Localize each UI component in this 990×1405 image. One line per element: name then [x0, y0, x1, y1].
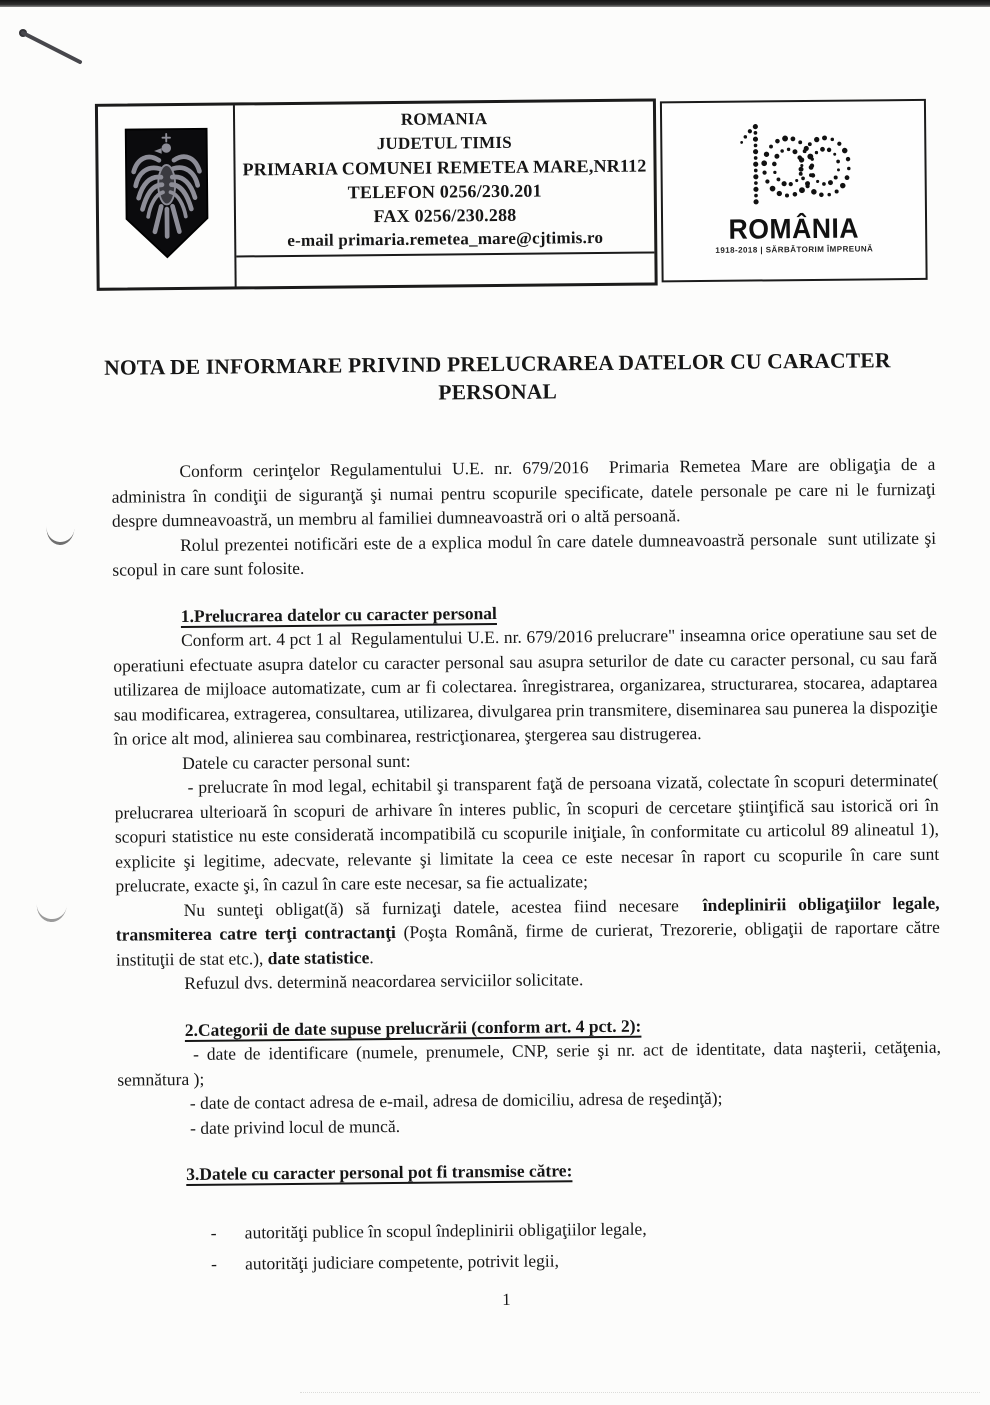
institution-text-box — [235, 101, 654, 257]
section-heading: 1.Prelucrarea datelor cu caracter personal — [180, 602, 497, 626]
phone-line: TELEFON 0256/230.201 — [347, 180, 542, 203]
paragraph: Conform art. 4 pct 1 al Regulamentului U.E. nr. 679/2016 prelucrare" inseamna orice operatiune sau set de operatiuni efectuate asupra datelor cu caracter personal sau asupra seturilor de date cu caracter personal, cu sau fară utilizarea de mijloace automatizate, cum ar fi colectarea. înregistrarea, organizarea, structurarea, stocarea, adaptarea sau modificarea, extragerea, consultarea, utilizarea, divulgarea prin transmitere, diseminarea sau punerea la dispoziţie în orice alt mod, alinierea sau combinarea, restricţionarea, ştergerea sau distrugerea. — [113, 622, 943, 749]
page-number: 1 — [502, 1289, 511, 1309]
paragraph: Rolul prezentei notificări este de a explica modul în care datele dumneavoastră personale sunt utilizate şi scopul in care sunt folosite. — [112, 527, 945, 580]
paragraph: - date privind locul de muncă. — [185, 1115, 401, 1138]
paragraph: - prelucrate în mod legal, echitabil şi transparent faţă de persoana vizată, colectate în scopuri determinate( prelucrarea ulterioară în scopuri de arhivare în interes public, în scopuri de cercetare ştiinţifică sau istorică ori în scopuri statistice nu este considerată incompatibilă cu scopurile iniţiale, în conformitate cu articolul 89 alineatul 1), explicite şi legitime, adecvate, relevante şi limitate la ceea ce este necesar în raport cu scopurile în care sunt prelucrate, exacte şi, în cazul în care este necesar, sa fie actualizate; — [114, 769, 944, 896]
institution-cell — [235, 101, 655, 286]
document-body — [111, 452, 946, 1277]
section-heading: 3.Datele cu caracter personal pot fi transmise către: — [186, 1160, 573, 1185]
list-item-text: autorităţi publice în scopul îndeplinirii obligaţiilor legale, — [244, 1218, 647, 1242]
document-title — [97, 346, 898, 410]
list-item — [211, 1213, 943, 1245]
email-line: e-mail primaria.remetea_mare@cjtimis.ro — [287, 227, 604, 250]
dash-bullet: - — [210, 1253, 217, 1274]
title-line-2: PERSONAL — [438, 379, 558, 405]
letterhead-box — [95, 98, 658, 290]
paragraph: - date de contact adresa de e-mail, adresa de domiciliu, adresa de reşedinţă); — [185, 1087, 723, 1114]
paragraph: - date de identificare (numele, prenumele, CNP, serie şi nr. act de identitate, data naşterii, cetăţenia, semnătura ); — [117, 1036, 946, 1090]
section-heading: 2.Categorii de date supuse prelucrării (conform art. 4 pct. 2): — [184, 1015, 642, 1040]
county-line: JUDETUL TIMIS — [376, 132, 512, 154]
centenary-logo-box — [660, 99, 928, 283]
coat-of-arms-cell — [98, 105, 237, 287]
institution-name-line: PRIMARIA COMUNEI REMETEA MARE,NR112 — [242, 155, 647, 180]
dash-bullet: - — [210, 1222, 217, 1243]
fax-line: FAX 0256/230.288 — [373, 204, 517, 227]
list-item-text: autorităţi judiciare competente, potrivit legii, — [244, 1250, 560, 1274]
romania-eagle-shield-icon — [119, 124, 214, 263]
centenary-romania-label: ROMÂNIA — [728, 212, 860, 245]
paragraph: Nu sunteţi obligat(ă) să furnizaţi datele, acestea fiind necesare îndeplinirii obligaţiilor legale, transmiterea catre terţi contractanţi (Poşta Română, firme de curierat, Trezorerie, obligaţii de raportare către instituţii de stat etc.), date statistice. — [115, 892, 945, 970]
paragraph: Refuzul dvs. determină neacordarea serviciilor solicitate. — [184, 969, 584, 994]
centenary-100-icon — [734, 110, 853, 217]
paragraph: Datele cu caracter personal sunt: — [182, 750, 411, 773]
country-line: ROMANIA — [400, 109, 488, 129]
list-item — [211, 1245, 943, 1277]
centenary-tagline: 1918-2018 | SĂRBĂTORIM ÎMPREUNĂ — [715, 244, 874, 255]
title-line-1: NOTA DE INFORMARE PRIVIND PRELUCRAREA DATELOR CU CARACTER — [104, 348, 891, 380]
paragraph: Conform cerinţelor Regulamentului U.E. nr. 679/2016 Primaria Remetea Mare are obligaţia de a administra în condiţii de siguranţă şi numai pentru scopurile specificate, datele personale pe care ni le furnizaţi despre dumneavoastră, un membru al familiei dumneavoastră ori o altă persoană. — [111, 453, 941, 531]
